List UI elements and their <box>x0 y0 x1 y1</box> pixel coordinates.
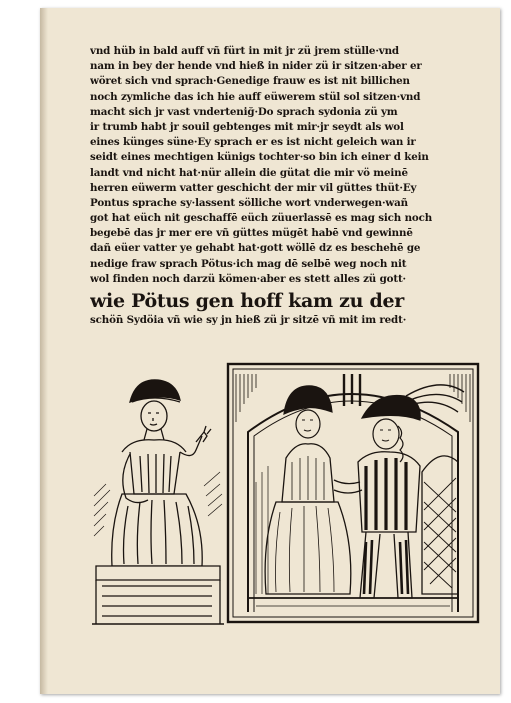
text-line: noch zymliche das ich hie auff eüwerem stül sol sitzen·vnd <box>90 90 421 103</box>
woodcut-couple-in-room <box>226 362 480 626</box>
text-line: eines künges süne·Ey sprach er es ist nicht geleich wan ir <box>90 136 416 149</box>
text-line: seidt eines mechtigen künigs tochter·so bin ich einer d kein <box>90 151 429 164</box>
text-line: vnd hüb in bald auff vñ fürt in mit jr zü jrem stülle·vnd <box>90 45 399 57</box>
text-line: herren eüwerm vatter geschicht der mir vil güttes thüt·Ey <box>90 181 417 194</box>
text-line: ir trumb habt jr souil gebtenges mit mir·jr seydt als wol <box>90 120 404 133</box>
chapter-heading: wie Pötus gen hoff kam zu der <box>90 290 404 312</box>
text-line: nam in bey der hende vnd hieß in nider zü ir sitzen·aber er <box>90 60 422 73</box>
chapter-subheading: schön̄ Sydöia vñ wie sy jn hieß zü jr sitzē vñ mit im redt· <box>90 314 407 326</box>
page-gutter-shadow <box>40 8 48 694</box>
text-line: begebē das jr mer ere vñ güttes mügēt habē vnd gewinnē <box>90 227 413 240</box>
text-line: wöret sich vnd sprach·Genedige frauw es ist nit billichen <box>90 75 410 88</box>
text-line: Pontus sprache sy·lassent sölliche wort vnderwegen·wañ <box>90 196 408 209</box>
woodcut-seated-woman <box>92 366 224 628</box>
text-line: nedige fraw sprach Pötus·ich mag dē selbē weg noch nit <box>90 257 407 270</box>
page-text <box>90 44 482 328</box>
text-line: dañ eüer vatter ye gehabt hat·gott wöllē dz es beschehē ge <box>90 242 421 255</box>
text-line: got hat eüch nit geschaffē eüch züuerlassē es mag sich noch <box>90 212 433 225</box>
text-line: macht sich jr vast vnderteniğ·Do sprach sydonia zü ym <box>90 105 398 118</box>
text-line: wol finden noch darzü kömen·aber es stett alles zü gott· <box>90 272 406 285</box>
text-line: landt vnd nicht hat·nür allein die gütat die mir vö meinē <box>90 166 408 179</box>
